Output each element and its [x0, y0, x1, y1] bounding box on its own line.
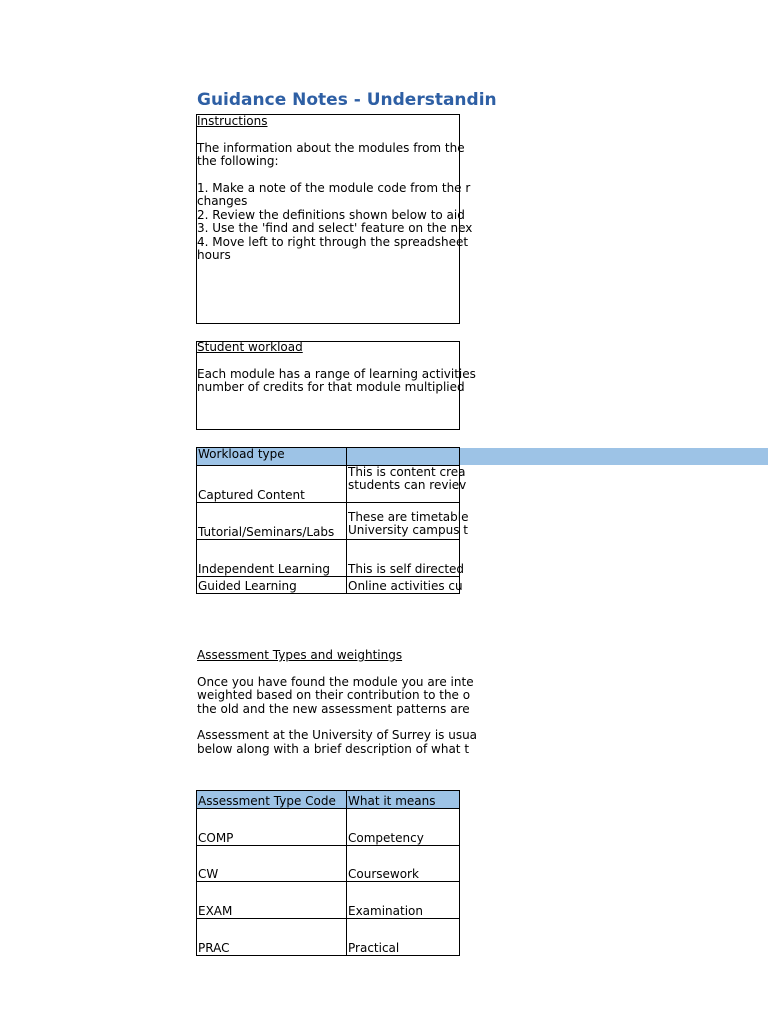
instructions-line: 1. Make a note of the module code from the r [197, 181, 471, 195]
table-row [196, 465, 347, 503]
table-row [196, 539, 347, 577]
workload-text [197, 341, 476, 395]
assessment-heading: Assessment Types and weightings [197, 648, 403, 662]
instructions-line: The information about the modules from the [197, 140, 465, 155]
workload-line: Each module has a range of learning activities [197, 366, 476, 381]
instructions-text [197, 115, 472, 262]
workload-type: Guided Learning [198, 578, 297, 593]
assessment-meaning: Practical [348, 940, 400, 955]
instructions-heading: Instructions [197, 114, 268, 128]
table-row [346, 845, 460, 882]
workload-line: number of credits for that module multiplied [197, 380, 465, 395]
table-row [346, 502, 469, 540]
assessment-meaning: Examination [348, 903, 424, 918]
workload-desc: Online activities cu [348, 578, 463, 593]
page-title: Guidance Notes - Understandin [197, 90, 497, 110]
table-row [196, 808, 347, 846]
assessment-code: COMP [198, 830, 234, 845]
table-row [346, 881, 460, 919]
instructions-line: hours [197, 248, 231, 263]
assessment-line: the old and the new assessment patterns are [197, 701, 470, 716]
workload-table-header-desc [346, 447, 460, 466]
instructions-line: 2. Review the definitions shown below to aid [197, 207, 465, 222]
table-row [346, 918, 460, 956]
table-row [346, 808, 460, 846]
assessment-text [197, 649, 477, 756]
assessment-line: weighted based on their contribution to the o [197, 688, 471, 703]
instructions-line: the following: [197, 154, 279, 169]
assessment-code: EXAM [198, 903, 233, 918]
assessment-meaning-header: What it means [348, 793, 436, 808]
workload-desc: This is self directed [348, 561, 465, 576]
instructions-line: 4. Move left to right through the spreadsheet [197, 234, 469, 249]
table-row [346, 576, 463, 594]
header-row-highlight [458, 448, 768, 465]
workload-desc: University campus t [348, 523, 468, 538]
table-row [346, 539, 465, 577]
table-row [346, 465, 467, 503]
assessment-meaning: Coursework [348, 866, 419, 881]
instructions-line: 3. Use the 'find and select' feature on the nex [197, 221, 473, 236]
workload-type: Captured Content [198, 487, 305, 502]
table-row [196, 502, 347, 540]
workload-table-header [196, 447, 347, 466]
assessment-table-header [346, 790, 460, 809]
workload-type-header: Workload type [198, 447, 285, 461]
workload-type: Tutorial/Seminars/Labs [198, 524, 335, 539]
workload-desc: This is content crea [348, 465, 466, 479]
table-row [196, 576, 347, 594]
table-row [196, 845, 347, 882]
workload-desc: students can reviev [348, 478, 467, 493]
assessment-code: PRAC [198, 940, 230, 955]
workload-desc: These are timetable [348, 510, 469, 524]
assessment-line: Once you have found the module you are inte [197, 674, 474, 689]
assessment-table-header [196, 790, 347, 809]
workload-heading: Student workload [197, 340, 303, 354]
assessment-code: CW [198, 866, 219, 881]
assessment-meaning: Competency [348, 830, 424, 845]
table-row [196, 918, 347, 956]
table-row [196, 881, 347, 919]
instructions-line: changes [197, 194, 248, 209]
workload-type: Independent Learning [198, 561, 330, 576]
assessment-line: Assessment at the University of Surrey is usua [197, 728, 478, 743]
assessment-code-header: Assessment Type Code [198, 793, 336, 808]
assessment-line: below along with a brief description of what t [197, 741, 470, 756]
